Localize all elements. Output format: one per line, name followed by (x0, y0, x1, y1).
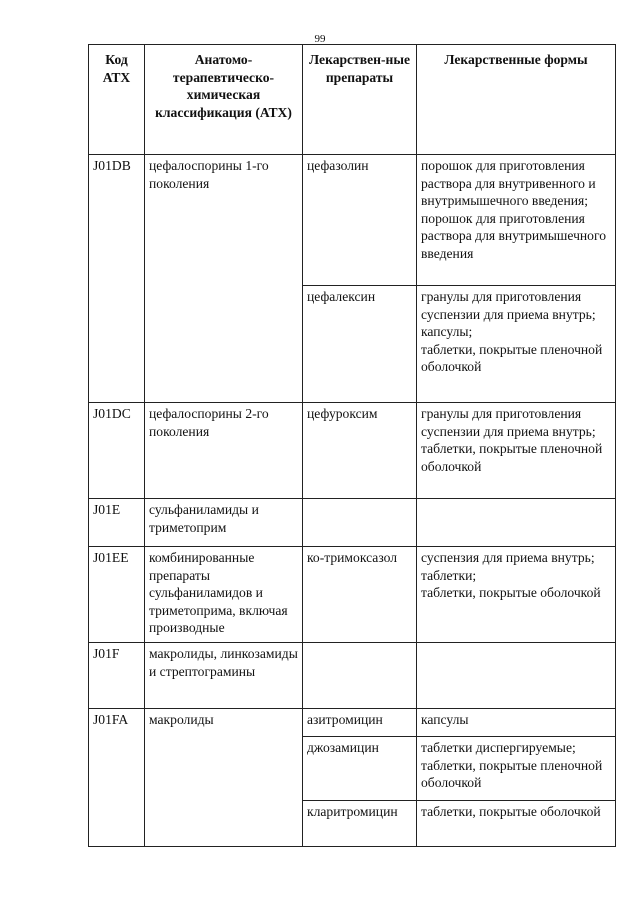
atx-code-cell: J01F (89, 643, 145, 709)
table-row (89, 547, 616, 643)
drug-cell: ко-тримоксазол (303, 547, 417, 643)
atx-drug-table (88, 44, 616, 847)
classification-cell: сульфаниламиды и триметоприм (145, 499, 303, 547)
drug-cell: азитромицин (303, 709, 417, 737)
form-item: гранулы для приготовления суспензии для приема внутрь; (421, 406, 596, 439)
drug-cell (303, 499, 417, 547)
forms-cell (417, 499, 616, 547)
atx-code-cell: J01DB (89, 155, 145, 403)
table-header-row (89, 45, 616, 155)
table-row (89, 155, 616, 286)
form-item: капсулы; (421, 324, 473, 340)
form-item: порошок для приготовления раствора для внутримышечного введения (421, 210, 607, 261)
drug-cell: цефуроксим (303, 403, 417, 499)
classification-cell: комбинированные препараты сульфаниламидов и триметоприма, включая производные (145, 547, 303, 643)
forms-cell (417, 155, 616, 286)
form-item: капсулы (421, 712, 469, 727)
forms-cell (417, 403, 616, 499)
drug-cell: джозамицин (303, 737, 417, 801)
classification-cell: макролиды, линкозамиды и стрептограмины (145, 643, 303, 709)
forms-cell (417, 547, 616, 643)
form-item: таблетки; (421, 567, 477, 583)
form-item: гранулы для приготовления суспензии для приема внутрь; (421, 289, 596, 322)
table-body (89, 155, 616, 847)
header-code: Код АТХ (89, 45, 145, 155)
form-item: суспензия для приема внутрь; (421, 550, 595, 565)
forms-cell (417, 801, 616, 847)
forms-cell (417, 737, 616, 801)
classification-cell: цефалоспорины 2-го поколения (145, 403, 303, 499)
form-item: таблетки, покрытые пленочной оболочкой (421, 441, 603, 474)
form-item: таблетки, покрытые пленочной оболочкой (421, 757, 603, 791)
table-row (89, 709, 616, 737)
atx-code-cell: J01DC (89, 403, 145, 499)
table-row (89, 403, 616, 499)
drug-cell: цефалексин (303, 286, 417, 403)
drug-cell: кларитромицин (303, 801, 417, 847)
form-item: таблетки диспергируемые; (421, 740, 576, 755)
form-item: порошок для приготовления раствора для внутривенного и внутримышечного введения; (421, 158, 596, 209)
drug-cell: цефазолин (303, 155, 417, 286)
atx-code-cell: J01E (89, 499, 145, 547)
header-forms: Лекарственные формы (417, 45, 616, 155)
page-number: 99 (314, 33, 326, 45)
header-classification: Анатомо-терапевтическо-химическая классификация (АТХ) (145, 45, 303, 155)
classification-cell: цефалоспорины 1-го поколения (145, 155, 303, 403)
forms-cell (417, 643, 616, 709)
atx-code-cell: J01FA (89, 709, 145, 847)
table-row (89, 643, 616, 709)
header-drugs: Лекарствен-ные препараты (303, 45, 417, 155)
forms-cell (417, 286, 616, 403)
forms-cell (417, 709, 616, 737)
form-item: таблетки, покрытые оболочкой (421, 804, 601, 819)
table-row (89, 499, 616, 547)
drug-cell (303, 643, 417, 709)
atx-code-cell: J01EE (89, 547, 145, 643)
form-item: таблетки, покрытые пленочной оболочкой (421, 341, 603, 375)
classification-cell: макролиды (145, 709, 303, 847)
form-item: таблетки, покрытые оболочкой (421, 585, 601, 601)
